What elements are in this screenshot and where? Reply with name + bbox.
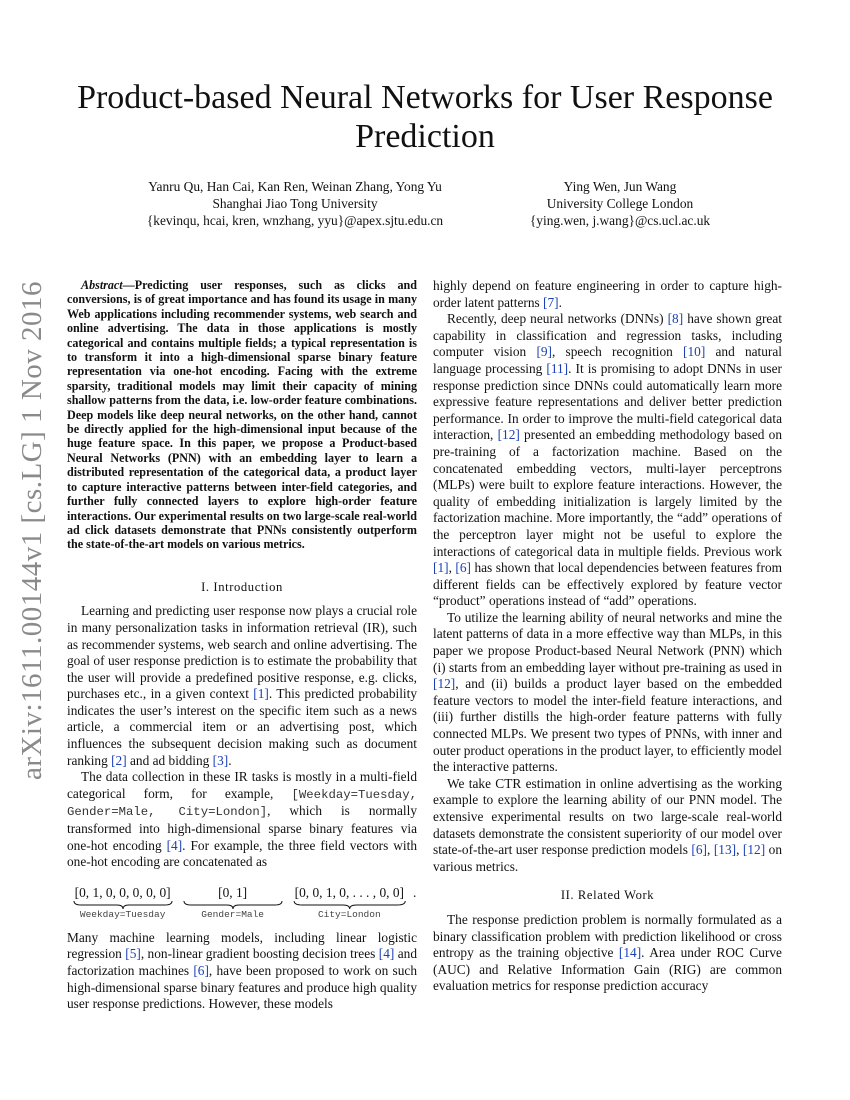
abstract-text: —Predicting user responses, such as clicks and conversions, is of great importance and has found its usage in many Web applications including recommender systems, web search and online advertising. The data in those applications is mostly categorical and contains multiple fields; a typical representation is to transform it into a high-dimensional sparse binary feature representation via one-hot encoding. Facing with the extreme sparsity, traditional models may limit their capacity of mining shallow patterns from the data, i.e. low-order feature combinations. Deep models like deep neural networks, on the other hand, cannot be directly applied for the high-dimensional input because of the huge feature space. In this paper, we propose a Product-based Neural Networks (PNN) with an embedding layer to learn a distributed representation of the categorical data, a product layer to capture interactive patterns between inter-field categories, and further fully connected layers to explore high-order feature interactions. Our experimental results on two large-scale real-world ad click datasets demonstrate that PNNs consistently outperform the state-of-the-art models on various metrics. [67,278,417,552]
citation-link[interactable]: [13] [713,842,737,858]
citation-link[interactable]: [1] [253,686,269,702]
citation-link[interactable]: [3] [212,752,229,768]
citation-link[interactable]: [6] [193,963,209,978]
citation-link[interactable]: [9] [536,344,552,360]
citation-link[interactable]: [6] [691,842,707,858]
arxiv-identifier-stamp [8,280,58,780]
arxiv-stamp-text: arXiv:1611.00144v1 [cs.LG] 1 Nov 2016 [16,280,49,780]
code-example: [Weekday=Tuesday, Gender=Male, City=London] [67,787,417,820]
equation-label: Weekday=Tuesday [79,908,166,920]
citation-link[interactable]: [8] [667,311,684,327]
paper-title: Product-based Neural Networks for User Response Prediction [77,79,773,155]
intro-paragraph-6: To utilize the learning ability of neural networks and mine the latent patterns of data in a more effective way than MLPs, in this paper we propose Product-based Neural Network (PNN) which (i) starts from an embedding layer without pre-training as used in [12], and (ii) builds a product layer based on the embedded feature vectors to model the inter-field feature interactions, and (iii) further distills the high-order feature patterns with fully connected MLPs. We present two types of PNNs, with inner and outer product operations in the product layer, to efficiently model the interactive patterns. [433,609,783,775]
equation-term-gender [183,885,283,920]
citation-link[interactable]: [4] [166,837,183,853]
citation-link[interactable]: [12] [742,842,766,858]
author-names: Yanru Qu, Han Cai, Kan Ren, Weinan Zhang, Yong Yu [148,179,442,194]
left-column [67,278,417,1013]
related-work-paragraph-1: The response prediction problem is normally formulated as a binary classification problem with prediction likelihood or cross entropy as the training objective [14]. Area under ROC Curve (AUC) and Relative Information Gain (RIG) are common evaluation metrics for response prediction accuracy [433,911,782,994]
citation-link[interactable]: [4] [378,946,395,962]
equation-label: City=London [317,908,381,920]
intro-paragraph-5: Recently, deep neural networks (DNNs) [8] have shown great capability in classification and regression tasks, including computer vision [9], speech recognition [10] and natural language processing [11]. It is promising to adopt DNNs in user response prediction since DNNs could automatically learn more expressive feature representations and deliver better prediction performance. In order to improve the multi-field categorical data interaction, [12] presented an embedding methodology based on pre-training of a factorization machine. Based on the concatenated embedding vectors, multi-layer perceptrons (MLPs) were built to explore feature interactions. However, the quality of embedding initialization is largely limited by the factorization machine. More importantly, the “add” operations of the perceptron layer might not be useful to explore the interactions of categorical data in multiple fields. Previous work [1], [6] has shown that local dependencies between features from different fields can be effectively explored by feature vector “product” operations instead of “add” operations. [433,311,783,609]
section-heading-related-work: II. Related Work [560,888,655,903]
equation-label: Gender=Male [201,908,264,920]
citation-link[interactable]: [11] [546,360,569,376]
author-block-sjtu [120,178,470,229]
equation-vector: [0, 1, 0, 0, 0, 0, 0] [74,884,171,900]
right-column [433,278,782,995]
underbrace-icon [293,901,406,909]
citation-link[interactable]: [2] [111,752,127,768]
citation-link[interactable]: [12] [433,676,456,692]
section-heading-introduction: I. Introduction [201,579,283,594]
equation-vector: [0, 1] [218,884,248,900]
abstract [67,278,417,552]
intro-paragraph-3: Many machine learning models, including linear logistic regression [5], non-linear gradient boosting decision trees [4] and factorization machines [6], have been proposed to work on such high-dimensional sparse binary features and produce high quality user response predictions. However, these models [67,929,417,1012]
equation-term-weekday [73,885,173,920]
intro-paragraph-7: We take CTR estimation in online advertising as the working example to explore the learning ability of our PNN model. The extensive experimental results on two large-scale real-world datasets demonstrate the consistent superiority of our model over state-of-the-art user response prediction models [6], [13], [12] on various metrics. [433,775,783,874]
abstract-label: Abstract [81,278,123,292]
citation-link[interactable]: [10] [683,344,706,360]
author-block-ucl [510,178,730,229]
author-affiliation: Shanghai Jiao Tong University [212,196,378,211]
author-affiliation: University College London [546,196,694,211]
author-emails: {ying.wen, j.wang}@cs.ucl.ac.uk [529,213,711,228]
equation-term-city [293,885,406,920]
intro-paragraph-2: The data collection in these IR tasks is mostly in a multi-field categorical form, for example, [Weekday=Tuesday, Gender=Male, City=London], which is normally transformed into high-dimensional sparse binary features via one-hot encoding [4]. For example, the three field vectors with one-hot encoding are concatenated as [67,769,418,870]
equation-period: . [413,884,417,900]
one-hot-equation [67,885,417,920]
underbrace-icon [183,901,283,909]
citation-link[interactable]: [12] [497,427,520,443]
author-names: Ying Wen, Jun Wang [563,179,677,194]
intro-paragraph-4: highly depend on feature engineering in order to capture high-order latent patterns [7]. [433,278,782,310]
citation-link[interactable]: [14] [618,945,642,961]
equation-vector: [0, 0, 1, 0, . . . , 0, 0] [294,884,404,900]
author-emails: {kevinqu, hcai, kren, wnzhang, yyu}@apex.sjtu.edu.cn [146,213,444,228]
underbrace-icon [73,901,173,909]
citation-link[interactable]: [7] [543,294,559,310]
intro-paragraph-1: Learning and predicting user response now plays a crucial role in many personalization tasks in information retrieval (IR), such as recommender systems, web search and online advertising. The goal of user response prediction is to estimate the probability that the user will provide a predefined positive response, e.g. clicks, purchases etc., in a given context [1]. This predicted probability indicates the user’s interest on the specific item such as a news article, a commercial item or an advertising post, which influences the subsequent decision making such as document ranking [2] and ad bidding [3]. [67,603,417,768]
citation-link[interactable]: [6] [455,560,471,576]
citation-link[interactable]: [1] [433,560,449,576]
citation-link[interactable]: [5] [125,946,141,962]
